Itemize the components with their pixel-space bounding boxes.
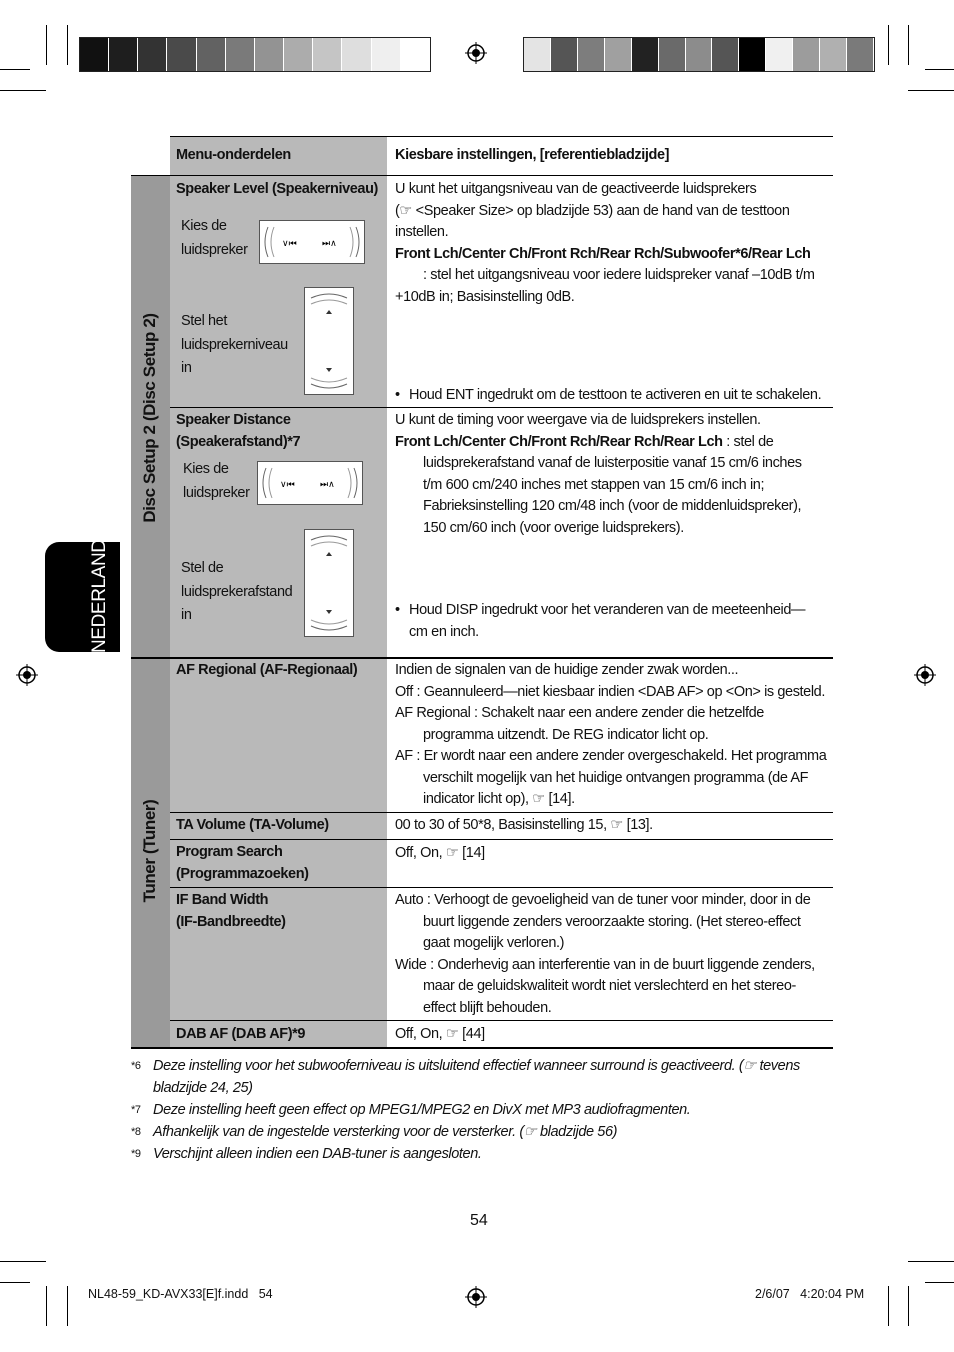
footnote-text: Verschijnt alleen indien een DAB-tuner is aangesloten. — [153, 1146, 482, 1162]
set-level-label: in — [181, 360, 192, 376]
color-swatch — [847, 38, 874, 71]
color-swatch — [793, 38, 820, 71]
registration-mark-icon — [465, 1286, 487, 1308]
print-date-info: 2/6/07 4:20:04 PM — [755, 1287, 865, 1301]
af-regional-line: AF Regional : Schakelt naar een andere zender die hetzelfde — [395, 705, 764, 721]
set-distance-label: Stel de — [181, 560, 224, 576]
af-regional-line: indicator licht op), ☞ [14]. — [423, 791, 575, 807]
speaker-distance-options-desc: Fabrieksinstelling 120 cm/48 inch (voor de middenluidspreker), — [423, 498, 802, 514]
speaker-select-knob — [257, 461, 363, 505]
svg-text:∨⏮: ∨⏮ — [280, 480, 295, 490]
footnote-text: Deze instelling heeft geen effect op MPEG1/MPEG2 en DivX met MP3 audiofragmenten. — [153, 1102, 691, 1118]
speaker-distance-options-desc: t/m 600 cm/240 inches met stappen van 15 cm/6 inch in; — [423, 476, 765, 493]
header-settings: Kiesbare instellingen, [referentiebladzijde] — [395, 147, 670, 163]
color-swatch — [605, 38, 632, 71]
speaker-level-desc: instellen. — [395, 224, 449, 240]
select-speaker-label: luidspreker — [181, 241, 248, 258]
speaker-distance-options-desc: 150 cm/60 inch (voor overige luidsprekers). — [423, 519, 684, 536]
set-distance-label: in — [181, 607, 192, 623]
if-band-title: IF Band Width — [176, 892, 269, 908]
speaker-select-knob — [259, 220, 365, 264]
speaker-distance-note: Houd DISP ingedrukt voor het veranderen van de meeteenheid— — [409, 602, 806, 618]
af-regional-title: AF Regional (AF-Regionaal) — [176, 662, 358, 678]
color-swatch — [167, 38, 196, 71]
af-regional-line: programma uitzendt. De REG indicator licht op. — [423, 726, 709, 743]
speaker-level-title: Speaker Level (Speakerniveau) — [176, 181, 378, 197]
color-swatch — [313, 38, 342, 71]
color-swatch — [712, 38, 739, 71]
page-number: 54 — [470, 1212, 488, 1229]
footnote-mark: *7 — [131, 1104, 141, 1116]
dab-af-title: DAB AF (DAB AF)*9 — [176, 1026, 306, 1042]
af-regional-line: AF : Er wordt naar een andere zender overgeschakeld. Het programma — [395, 748, 827, 764]
color-swatch — [197, 38, 226, 71]
footnote-text: bladzijde 24, 25) — [153, 1080, 253, 1096]
if-band-line: buurt liggende zenders veroorzaakte storing. (Het stereo-effect — [423, 913, 801, 930]
if-band-line: maar de geluidskwaliteit wordt niet verslechterd en het stereo- — [423, 978, 796, 994]
speaker-level-desc: U kunt het uitgangsniveau van de geactiveerde luidsprekers — [395, 181, 757, 197]
dab-af-desc: Off, On, ☞ [44] — [395, 1026, 485, 1042]
color-swatch — [138, 38, 167, 71]
speaker-distance-title: Speaker Distance — [176, 412, 291, 428]
speaker-level-options-desc: : stel het uitgangsniveau voor iedere luidspreker vanaf –10dB t/m — [423, 267, 815, 283]
color-swatch — [372, 38, 401, 71]
if-band-line: gaat mogelijk verloren.) — [423, 935, 565, 951]
speaker-level-options: Front Lch/Center Ch/Front Rch/Rear Rch/Subwoofer*6/Rear Lch — [395, 245, 811, 262]
header-menu-items: Menu-onderdelen — [176, 147, 291, 163]
if-band-title: (IF-Bandbreedte) — [176, 913, 286, 930]
if-band-line: effect blijft behouden. — [423, 999, 552, 1016]
speaker-level-options-desc: +10dB in; Basisinstelling 0dB. — [395, 288, 575, 305]
color-swatch — [686, 38, 713, 71]
svg-text:∨⏮: ∨⏮ — [282, 239, 297, 249]
color-calibration-bar-right — [523, 37, 875, 72]
color-swatch — [578, 38, 605, 71]
footnote-text: Afhankelijk van de ingestelde versterking voor de versterker. (☞ bladzijde 56) — [153, 1124, 618, 1140]
af-regional-line: verschilt mogelijk van het huidige ontvangen programma (de AF — [423, 769, 809, 786]
color-swatch — [80, 38, 109, 71]
footnote-mark: *8 — [131, 1126, 141, 1138]
color-swatch — [524, 38, 551, 71]
color-swatch — [226, 38, 255, 71]
set-level-label: Stel het — [181, 313, 227, 329]
language-tab-label: NEDERLANDS — [89, 527, 110, 653]
select-speaker-label: Kies de — [183, 461, 229, 477]
section-tuner-label: Tuner (Tuner) — [140, 799, 159, 903]
color-swatch — [659, 38, 686, 71]
speaker-distance-options: Front Lch/Center Ch/Front Rch/Rear Rch/Rear Lch — [395, 433, 723, 450]
footnote-mark: *6 — [131, 1060, 141, 1072]
color-swatch — [551, 38, 578, 71]
color-swatch — [820, 38, 847, 71]
print-file-info: NL48-59_KD-AVX33[E]f.indd 54 — [88, 1287, 273, 1301]
select-speaker-label: Kies de — [181, 218, 227, 234]
set-distance-label: luidsprekerafstand — [181, 583, 293, 600]
af-regional-line: Off : Geannuleerd—niet kiesbaar indien <DAB AF> op <On> is gesteld. — [395, 683, 825, 700]
select-speaker-label: luidspreker — [183, 484, 250, 501]
color-swatch — [255, 38, 284, 71]
color-swatch — [109, 38, 138, 71]
section-disc-setup-label: Disc Setup 2 (Disc Setup 2) — [140, 313, 159, 523]
speaker-level-note: Houd ENT ingedrukt om de testtoon te activeren en uit te schakelen. — [409, 387, 822, 403]
color-swatch — [766, 38, 793, 71]
color-swatch — [632, 38, 659, 71]
program-search-desc: Off, On, ☞ [14] — [395, 845, 485, 861]
svg-text:⏭∧: ⏭∧ — [320, 480, 335, 490]
speaker-level-desc: (☞ <Speaker Size> op bladzijde 53) aan de hand van de testtoon — [395, 202, 790, 219]
speaker-distance-note: cm en inch. — [409, 623, 479, 640]
level-adjust-knob — [304, 287, 354, 395]
speaker-distance-title2: (Speakerafstand)*7 — [176, 433, 301, 450]
ta-volume-title: TA Volume (TA-Volume) — [176, 817, 329, 833]
ta-volume-desc: 00 to 30 of 50*8, Basisinstelling 15, ☞ [13]. — [395, 817, 653, 833]
color-swatch — [284, 38, 313, 71]
program-search-title: Program Search — [176, 844, 283, 860]
registration-mark-icon — [465, 42, 487, 64]
speaker-distance-options-desc: : stel de — [726, 433, 774, 450]
speaker-distance-desc: U kunt de timing voor weergave via de luidsprekers instellen. — [395, 412, 761, 428]
speaker-distance-options-desc: luidsprekerafstand vanaf de luisterpositie vanaf 15 cm/6 inches — [423, 455, 802, 471]
set-level-label: luidsprekerniveau — [181, 336, 288, 353]
af-regional-line: Indien de signalen van de huidige zender zwak worden... — [395, 662, 739, 678]
color-calibration-bar-left — [79, 37, 431, 72]
footnote-mark: *9 — [131, 1148, 141, 1160]
footnote-text: Deze instelling voor het subwooferniveau is uitsluitend effectief wanneer surround is geactiveerd. (☞ tevens — [153, 1058, 800, 1074]
registration-mark-icon — [914, 664, 936, 686]
color-swatch — [401, 38, 430, 71]
registration-mark-icon — [16, 664, 38, 686]
color-swatch — [739, 38, 766, 71]
distance-adjust-knob — [304, 529, 354, 637]
if-band-line: Auto : Verhoogt de gevoeligheid van de tuner voor minder, door in de — [395, 892, 811, 908]
color-swatch — [342, 38, 371, 71]
svg-text:⏭∧: ⏭∧ — [322, 239, 337, 249]
if-band-line: Wide : Onderhevig aan interferentie van in de buurt liggende zenders, — [395, 956, 815, 973]
program-search-title: (Programmazoeken) — [176, 865, 309, 882]
